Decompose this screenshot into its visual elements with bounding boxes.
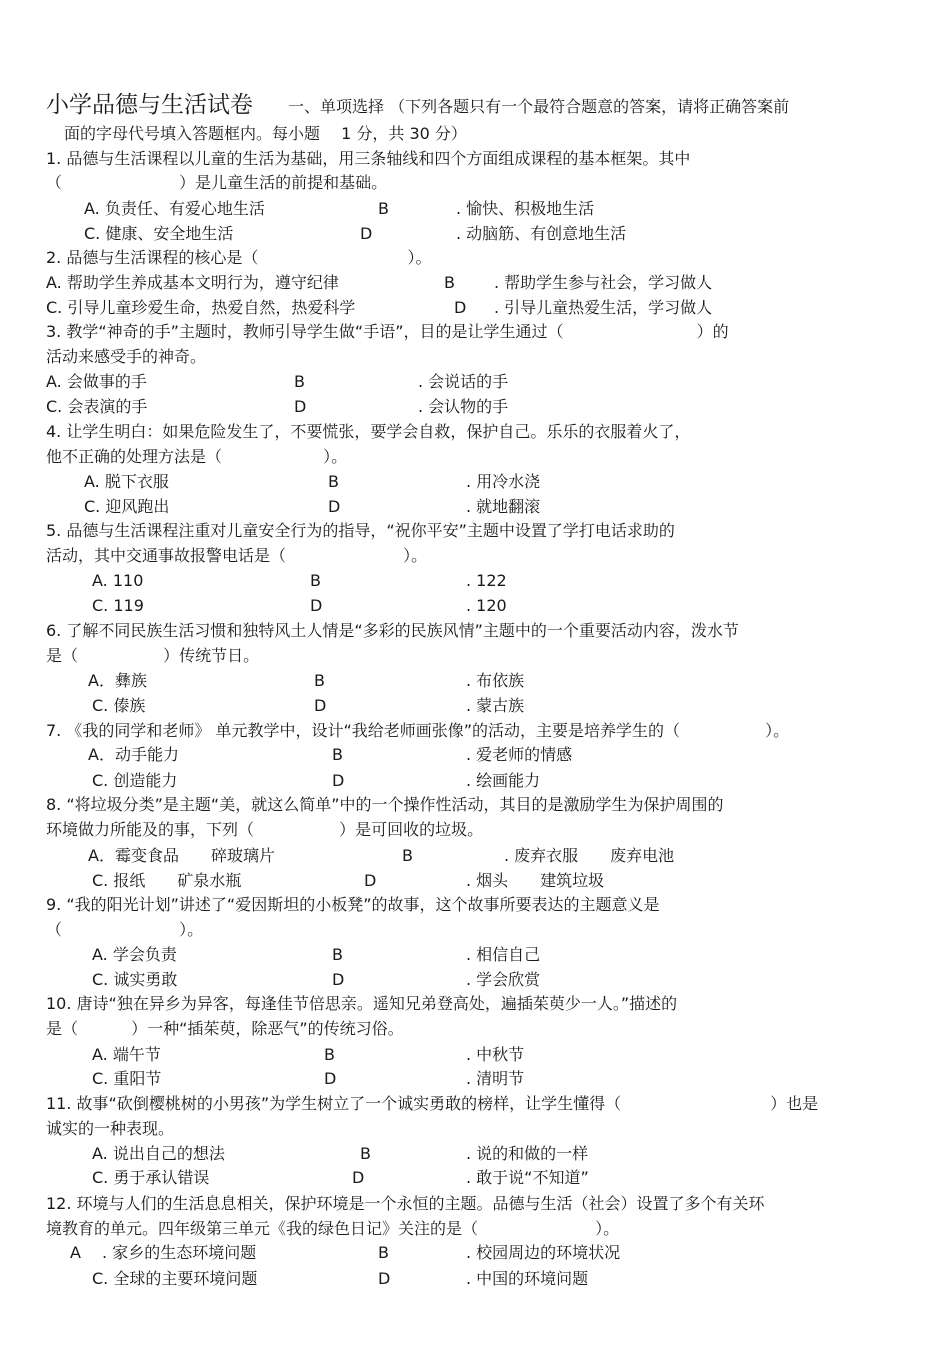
question-1-option-b: . 愉快、积极地生活 <box>456 199 595 218</box>
question-7-option-a: A．动手能力 <box>88 745 179 764</box>
question-12-option-b: . 校园周边的环境状况 <box>466 1243 621 1262</box>
question-9-option-a: A. 学会负责 <box>92 945 177 964</box>
question-10-option-b-letter: B <box>324 1045 335 1064</box>
question-2-option-b-letter: B <box>444 273 455 292</box>
question-8-option-b: . 废弃衣服 废弃电池 <box>504 846 675 865</box>
question-6-option-b: . 布依族 <box>466 671 525 690</box>
question-1-option-a: A. 负责任、有爱心地生活 <box>84 199 265 218</box>
question-8-option-d: . 烟头 建筑垃圾 <box>466 871 605 890</box>
question-10-option-c: C. 重阳节 <box>92 1069 162 1088</box>
question-11-option-d: . 敢于说“不知道” <box>466 1168 589 1187</box>
section-heading: 一、单项选择 （下列各题只有一个最符合题意的答案，请将正确答案前 <box>288 97 790 116</box>
question-4-option-c: C. 迎风跑出 <box>84 497 170 516</box>
question-3-option-b: . 会说话的手 <box>418 372 509 391</box>
question-11-text-cont: 诚实的一种表现。 <box>46 1119 175 1138</box>
question-1-option-b-letter: B <box>378 199 389 218</box>
question-8-text-cont: 环境做力所能及的事，下列（ ）是可回收的垃圾。 <box>46 820 484 839</box>
question-3-option-c: C. 会表演的手 <box>46 397 148 416</box>
section-instructions: 面的字母代号填入答题框内。每小题 1 分，共 30 分） <box>64 124 467 143</box>
question-10-option-b: . 中秋节 <box>466 1045 525 1064</box>
question-7-option-b-letter: B <box>332 745 343 764</box>
question-5-text-cont: 活动，其中交通事故报警电话是（ ）。 <box>46 546 428 565</box>
question-4-option-b-letter: B <box>328 472 339 491</box>
question-1-option-c: C. 健康、安全地生活 <box>84 224 234 243</box>
question-7-option-d: . 绘画能力 <box>466 771 541 790</box>
question-5-option-b-letter: B <box>310 571 321 590</box>
question-3-option-d: . 会认物的手 <box>418 397 509 416</box>
question-11-option-d-letter: D <box>352 1168 365 1187</box>
question-10-option-d-letter: D <box>324 1069 337 1088</box>
question-5-option-a: A. 110 <box>92 571 144 590</box>
question-1-text: 1. 品德与生活课程以儿童的生活为基础，用三条轴线和四个方面组成课程的基本框架。其中 <box>46 149 691 168</box>
question-12-option-c: C. 全球的主要环境问题 <box>92 1269 258 1288</box>
question-8-text: 8. “将垃圾分类”是主题“美，就这么简单”中的一个操作性活动，其目的是激励学生为保护周围的 <box>46 795 724 814</box>
question-6-option-d-letter: D <box>314 696 327 715</box>
question-10-option-d: . 清明节 <box>466 1069 525 1088</box>
question-7-option-d-letter: D <box>332 771 345 790</box>
page-title: 小学品德与生活试卷 <box>46 92 253 118</box>
question-3-option-d-letter: D <box>294 397 307 416</box>
question-6-text-cont: 是（ ）传统节日。 <box>46 646 260 665</box>
question-2-option-d: . 引导儿童热爱生活，学习做人 <box>494 298 713 317</box>
question-11-option-b: . 说的和做的一样 <box>466 1144 589 1163</box>
question-3-option-b-letter: B <box>294 372 305 391</box>
question-8-option-d-letter: D <box>364 871 377 890</box>
question-3-text: 3. 教学“神奇的手”主题时，教师引导学生做“手语”，目的是让学生通过（ ）的 <box>46 322 729 341</box>
question-9-text: 9. “我的阳光计划”讲述了“爱因斯坦的小板凳”的故事，这个故事所要表达的主题意义是 <box>46 895 660 914</box>
question-3-text-cont: 活动来感受手的神奇。 <box>46 347 207 366</box>
question-4-option-d-letter: D <box>328 497 341 516</box>
question-6-option-b-letter: B <box>314 671 325 690</box>
question-12-option-d-letter: D <box>378 1269 391 1288</box>
question-10-text: 10. 唐诗“独在异乡为异客，每逢佳节倍思亲。遥知兄弟登高处，遍插茱萸少一人。”描述的 <box>46 994 678 1013</box>
question-5-option-b: . 122 <box>466 571 507 590</box>
question-2-option-c: C. 引导儿童珍爱生命，热爱自然，热爱科学 <box>46 298 356 317</box>
question-9-option-d: . 学会欣赏 <box>466 970 541 989</box>
question-2-option-d-letter: D <box>454 298 467 317</box>
question-6-option-a: A．彝族 <box>88 671 147 690</box>
question-9-option-b: . 相信自己 <box>466 945 541 964</box>
question-12-option-d: . 中国的环境问题 <box>466 1269 589 1288</box>
question-4-text-cont: 他不正确的处理方法是（ ）。 <box>46 447 348 466</box>
question-12-option-b-letter: B <box>378 1243 389 1262</box>
question-1-option-d-letter: D <box>360 224 373 243</box>
question-9-option-b-letter: B <box>332 945 343 964</box>
question-6-option-d: . 蒙古族 <box>466 696 525 715</box>
question-5-option-d: . 120 <box>466 596 507 615</box>
question-7-option-b: . 爱老师的情感 <box>466 745 573 764</box>
question-2-option-b: . 帮助学生参与社会，学习做人 <box>494 273 713 292</box>
question-2-text: 2. 品德与生活课程的核心是（ ）。 <box>46 248 432 267</box>
question-4-option-b: . 用冷水浇 <box>466 472 541 491</box>
question-10-text-cont: 是（ ）一种“插茱萸，除恶气”的传统习俗。 <box>46 1019 404 1038</box>
question-4-text: 4. 让学生明白：如果危险发生了，不要慌张，要学会自救，保护自己。乐乐的衣服着火了， <box>46 422 691 441</box>
question-9-option-d-letter: D <box>332 970 345 989</box>
question-11-option-a: A. 说出自己的想法 <box>92 1144 225 1163</box>
question-3-option-a: A. 会做事的手 <box>46 372 147 391</box>
question-11-option-c: C. 勇于承认错误 <box>92 1168 210 1187</box>
question-11-text: 11. 故事“砍倒樱桃树的小男孩”为学生树立了一个诚实勇敢的榜样，让学生懂得（ ）也是 <box>46 1094 819 1113</box>
question-9-text-cont: （ ）。 <box>46 920 204 939</box>
question-8-option-a: A．霉变食品 碎玻璃片 <box>88 846 275 865</box>
question-5-option-c: C. 119 <box>92 596 144 615</box>
question-7-text: 7. 《我的同学和老师》 单元教学中，设计“我给老师画张像”的活动，主要是培养学生的（ ）。 <box>46 721 790 740</box>
question-8-option-b-letter: B <box>402 846 413 865</box>
question-12-text: 12. 环境与人们的生活息息相关，保护环境是一个永恒的主题。品德与生活（社会）设置了多个有关环 <box>46 1194 765 1213</box>
question-12-option-a: A . 家乡的生态环境问题 <box>70 1243 257 1262</box>
question-5-option-d-letter: D <box>310 596 323 615</box>
question-8-option-c: C. 报纸 矿泉水瓶 <box>92 871 242 890</box>
question-4-option-a: A. 脱下衣服 <box>84 472 169 491</box>
question-5-text: 5. 品德与生活课程注重对儿童安全行为的指导，“祝你平安”主题中设置了学打电话求助的 <box>46 521 675 540</box>
question-4-option-d: . 就地翻滚 <box>466 497 541 516</box>
question-6-option-c: C. 傣族 <box>92 696 146 715</box>
question-12-text-cont: 境教育的单元。四年级第三单元《我的绿色日记》关注的是（ ）。 <box>46 1219 620 1238</box>
question-6-text: 6. 了解不同民族生活习惯和独特风土人情是“多彩的民族风情”主题中的一个重要活动内容，泼水节 <box>46 621 739 640</box>
question-1-option-d: . 动脑筋、有创意地生活 <box>456 224 627 243</box>
question-9-option-c: C. 诚实勇敢 <box>92 970 178 989</box>
question-11-option-b-letter: B <box>360 1144 371 1163</box>
question-7-option-c: C. 创造能力 <box>92 771 178 790</box>
question-10-option-a: A. 端午节 <box>92 1045 161 1064</box>
question-1-text-cont: （ ）是儿童生活的前提和基础。 <box>46 173 388 192</box>
question-2-option-a: A. 帮助学生养成基本文明行为，遵守纪律 <box>46 273 339 292</box>
